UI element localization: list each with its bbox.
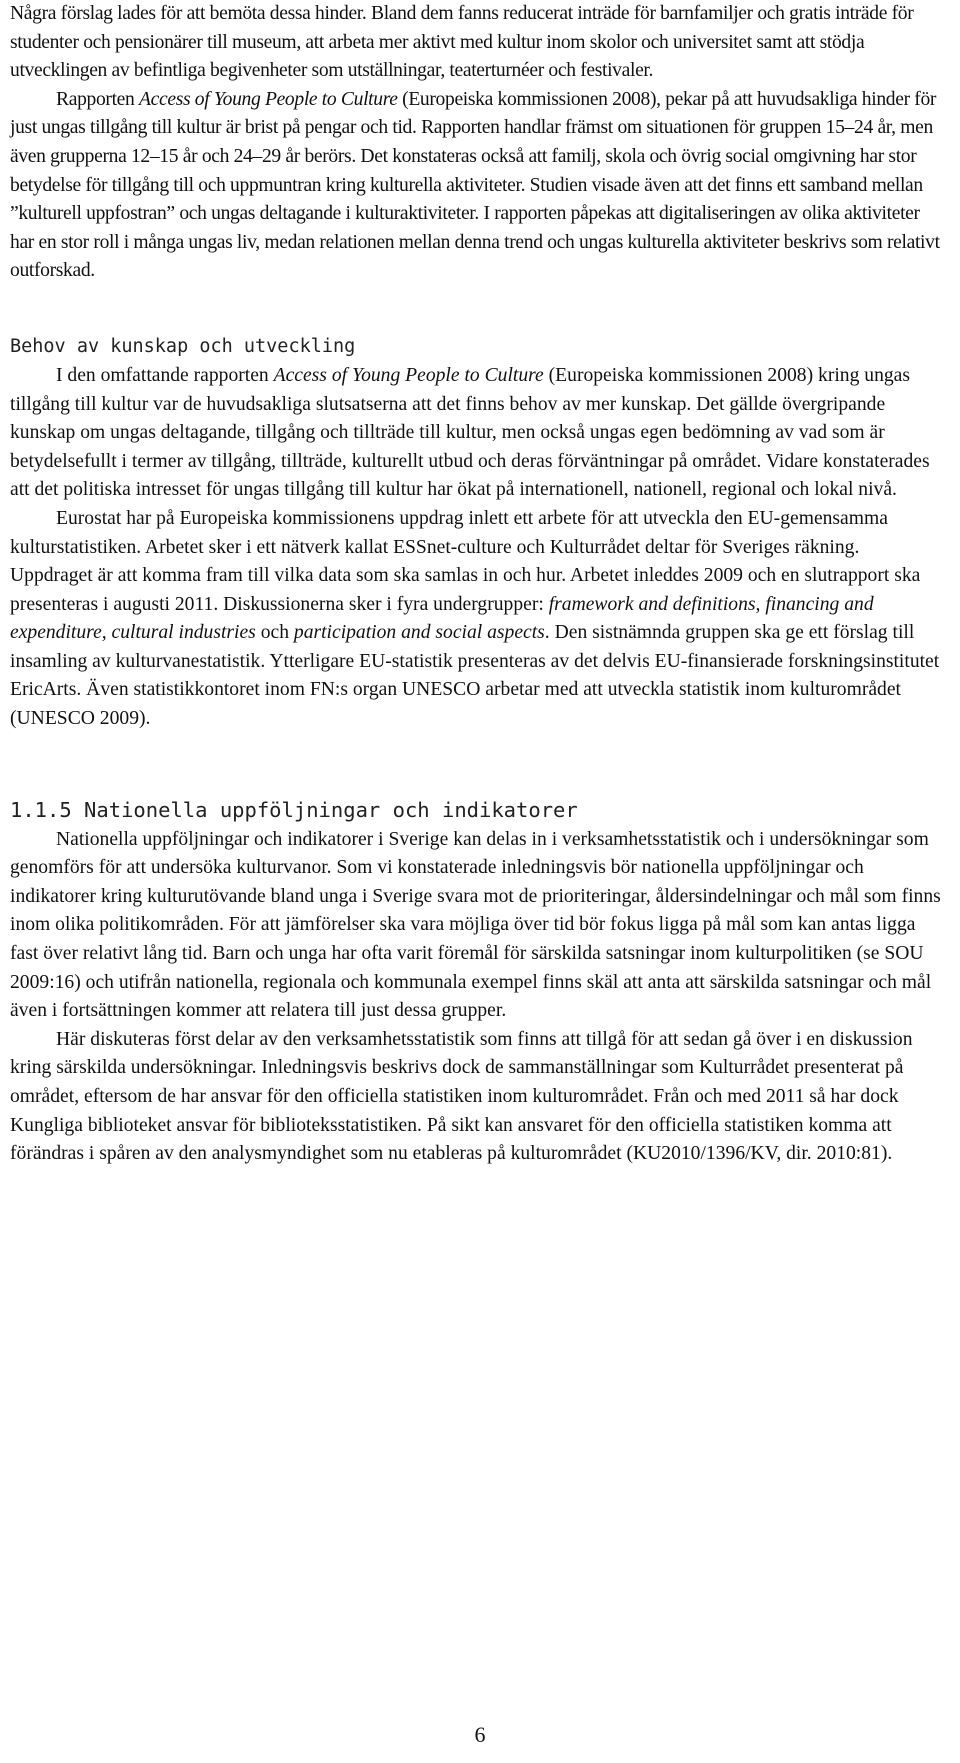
page-number: 6 [474,1722,486,1747]
text-run: (Europeiska kommissionen 2008) kring ungas tillgång till kultur var de huvudsakliga slutsatserna att det finns behov av mer kunskap. Det gällde övergripande kunskap om ungas deltagande, tillgång och tillträde till kultur, men också ungas egen bedömning av vad som är betydelsefullt i termer av tillgång, tillträde, kulturellt utbud och deras förväntningar på området. Vidare konstaterades att det politiska intresset för ungas tillgång till kultur har ökat på internationell, nationell, regional och lokal nivå. [10,364,930,501]
paragraph: Nationella uppföljningar och indikatorer i Sverige kan delas in i verksamhetsstatistik och i undersökningar som genomförs för att undersöka kulturvanor. Som vi konstaterade inledningsvis bör nationella uppföljningar och indikatorer kring kulturutövande bland unga i Sverige svara mot de prioriteringar, åldersindelningar och mål som finns inom olika politikområden. För att jämförelser ska vara möjliga över tid bör fokus ligga på mål som kan antas ligga fast över relativt lång tid. Barn och unga har ofta varit föremål för särskilda satsningar inom kulturpolitiken (se SOU 2009:16) och utifrån nationella, regionala och kommunala exempel finns skäl att anta att särskilda satsningar och mål även i fortsättningen kommer att relatera till just dessa grupper. [10,828,941,1022]
text-run: och [255,622,294,644]
section-heading: Behov av kunskap och utveckling [10,335,356,357]
text-run: (Europeiska kommissionen 2008), pekar på att huvudsakliga hinder för just ungas tillgång till kultur är brist på pengar och tid. Rapporten handlar främst om situationen för gruppen 15–24 år, men även grupperna 12–15 år och 24–29 år berörs. Det konstateras också att familj, skola och övrig social omgivning har stor betydelse för tillgång till och uppmuntran kring kulturella aktiviteter. Studien visade även att det finns ett samband mellan ”kulturell uppfostran” och ungas deltagande i kulturaktiviteter. I rapporten påpekas att digitaliseringen av olika aktiviteter har en stor roll i många ungas liv, medan relationen mellan denna trend och ungas kulturella aktiviteter beskrivs som relativt outforskad. [10,88,940,282]
text-run: . Den sistnämnda gruppen ska ge ett förslag till insamling av kulturvanestatistik. Ytterligare EU-statistik presenteras av det delvis EU-finansierade forskningsinstitutet EricArts. Även statistikkontoret inom FN:s organ UNESCO arbetar med att utveckla statistik inom kulturområdet (UNESCO 2009). [10,622,940,730]
paragraph [10,505,944,734]
paragraph [10,0,944,86]
report-title: Access of Young People to Culture [273,364,544,386]
text-run: I den omfattande rapporten [56,364,274,386]
text-run: Några förslag lades för att bemöta dessa hinder. Bland dem fanns reducerat inträde för barnfamiljer och gratis inträde för studenter och pensionärer till museum, att arbeta mer aktivt med kultur inom skolor och universitet samt att stödja utvecklingen av befintliga begivenheter som utställningar, teaterturnéer och festivaler. [10,3,914,82]
document-page [10,0,944,1169]
paragraph: Här diskuteras först delar av den verksamhetsstatistik som finns att tillgå för att sedan gå över i en diskussion kring särskilda undersökningar. Inledningsvis beskrivs dock de sammanställningar som Kulturrådet presenterat på området, eftersom de har ansvar för den officiella statistiken inom kulturområdet. Från och med 2011 så har dock Kungliga biblioteket ansvar för biblioteksstatistiken. På sikt kan ansvaret för den officiella statistiken komma att förändras i spåren av den analysmyndighet som nu etableras på kulturområdet (KU2010/1396/KV, dir. 2010:81). [10,1028,913,1165]
section-heading: 1.1.5 Nationella uppföljningar och indikatorer [10,797,578,822]
text-run: Rapporten [56,88,140,110]
report-title: Access of Young People to Culture [139,88,398,110]
text-run: Eurostat har på Europeiska kommissionens uppdrag inlett ett arbete för att utveckla den EU-gemensamma kulturstatistiken. Arbetet sker i ett nätverk kallat ESSnet-culture och Kulturrådet deltar för Sveriges räkning. Uppdraget är att komma fram till vilka data som ska samlas in och hur. Arbetet inleddes 2009 och en slutrapport ska presenteras i augusti 2011. Diskussionerna sker i fyra undergrupper: [10,507,921,615]
paragraph [10,362,944,505]
paragraph [10,86,944,286]
subgroup-name: participation and social aspects [293,622,545,644]
subgroup-names: framework and definitions, financing and expenditure, cultural industries [10,593,874,644]
